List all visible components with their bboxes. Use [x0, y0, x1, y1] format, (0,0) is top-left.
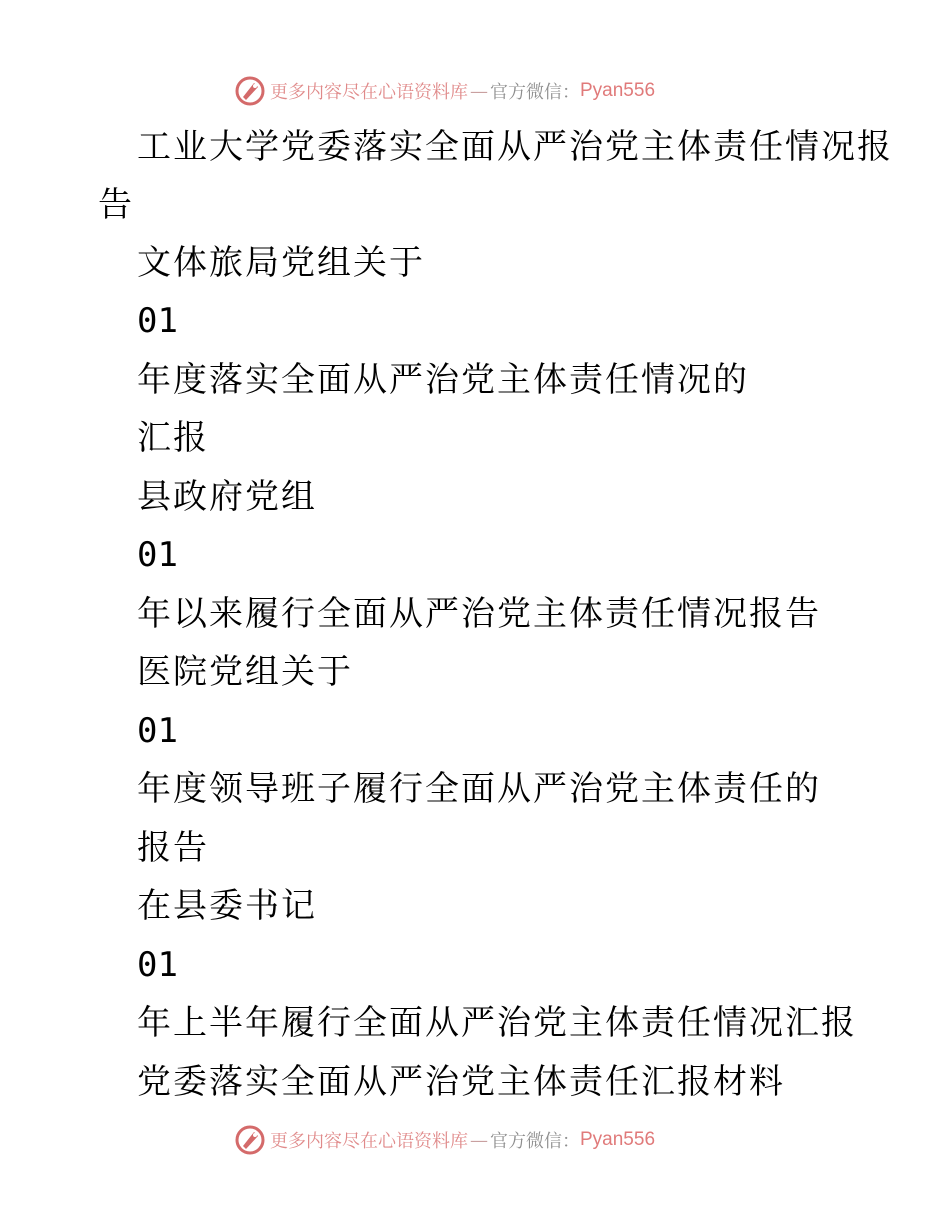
footer-watermark [234, 1123, 655, 1157]
document-line: 年度领导班子履行全面从严治党主体责任的 [137, 769, 821, 809]
watermark-site-text: 更多内容尽在心语资料库 [270, 82, 468, 103]
document-line: 告 [98, 185, 134, 225]
watermark-separator: — [470, 80, 488, 102]
document-line: 医院党组关于 [137, 652, 353, 692]
pen-nib-circle-icon [234, 1124, 266, 1156]
watermark-official-label: 官方微信： [490, 1131, 580, 1152]
document-line: 01 [137, 535, 178, 575]
document-line: 年度落实全面从严治党主体责任情况的 [137, 360, 749, 400]
pen-nib-circle-icon [234, 75, 266, 107]
document-line: 报告 [137, 828, 209, 868]
document-line: 工业大学党委落实全面从严治党主体责任情况报 [137, 127, 893, 167]
document-line: 在县委书记 [137, 886, 317, 926]
header-watermark [234, 74, 655, 108]
document-line: 汇报 [137, 418, 209, 458]
document-line: 01 [137, 301, 178, 341]
document-line: 01 [137, 711, 178, 751]
document-line: 01 [137, 945, 178, 985]
document-line: 党委落实全面从严治党主体责任汇报材料 [137, 1062, 785, 1102]
watermark-wechat-id: Pyan556 [580, 1129, 656, 1150]
document-line: 年上半年履行全面从严治党主体责任情况汇报 [137, 1003, 857, 1043]
watermark-wechat-id: Pyan556 [580, 80, 656, 101]
document-line: 文体旅局党组关于 [137, 243, 425, 283]
document-line: 县政府党组 [137, 477, 317, 517]
watermark-site-text: 更多内容尽在心语资料库 [270, 1131, 468, 1152]
document-line: 年以来履行全面从严治党主体责任情况报告 [137, 594, 821, 634]
watermark-official-label: 官方微信： [490, 82, 580, 103]
watermark-separator: — [470, 1129, 488, 1151]
